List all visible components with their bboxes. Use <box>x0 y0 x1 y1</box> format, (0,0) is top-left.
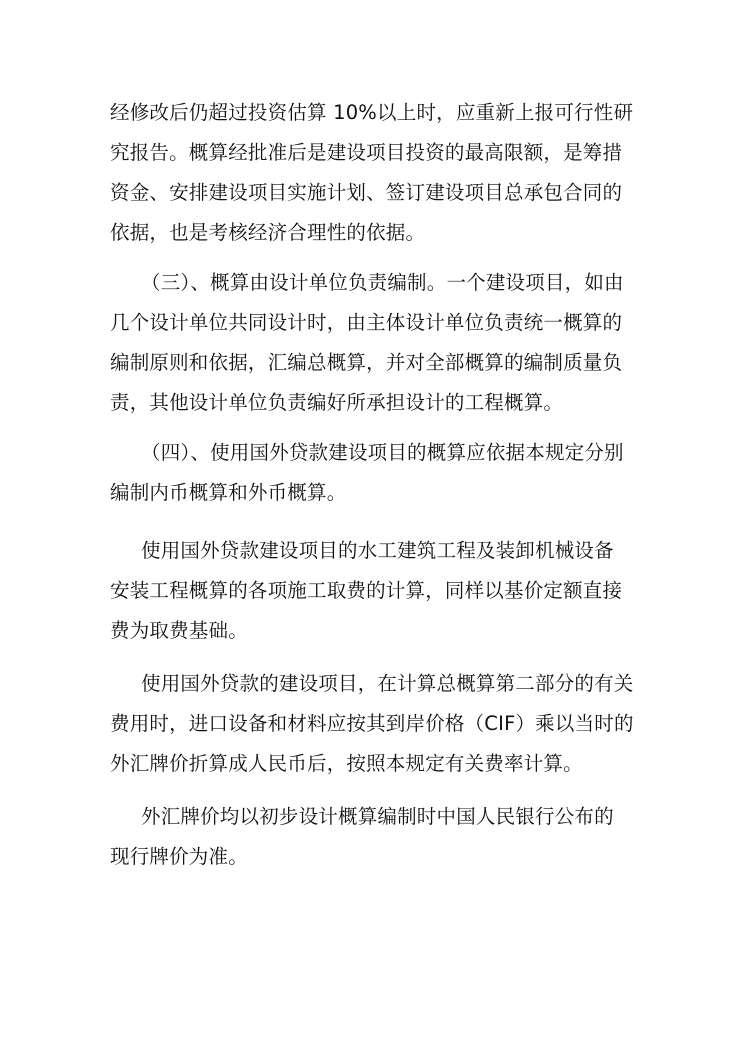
text-line: 费为取费基础。 <box>110 619 248 642</box>
text-line: 编制内币概算和外币概算。 <box>110 481 347 504</box>
text-line: （三）、概算由设计单位负责编制。一个建设项目，如由 <box>141 271 624 294</box>
text-line: 安装工程概算的各项施工取费的计算，同样以基价定额直接 <box>110 579 623 602</box>
text-line: 几个设计单位共同设计时，由主体设计单位负责统一概算的 <box>110 311 623 334</box>
text-line: 外汇牌价折算成人民币后，按照本规定有关费率计算。 <box>110 752 583 775</box>
text-line: 外汇牌价均以初步设计概算编制时中国人民银行公布的 <box>141 805 614 828</box>
text-line: 经修改后仍超过投资估算 10%以上时，应重新上报可行性研 <box>110 101 634 124</box>
text-line: 费用时，进口设备和材料应按其到岸价格（CIF）乘以当时的 <box>110 712 634 735</box>
paragraph-imported-equipment <box>110 664 650 784</box>
text-line: 责，其他设计单位负责编好所承担设计的工程概算。 <box>110 391 564 414</box>
paragraph-section-four <box>110 433 650 513</box>
text-line: 现行牌价为准。 <box>110 845 248 868</box>
text-line: 使用国外贷款建设项目的水工建筑工程及装卸机械设备 <box>141 539 614 562</box>
text-line: 究报告。概算经批准后是建设项目投资的最高限额，是筹措 <box>110 141 623 164</box>
text-line: 编制原则和依据，汇编总概算，并对全部概算的编制质量负 <box>110 351 623 374</box>
text-line: （四）、使用国外贷款建设项目的概算应依据本规定分别 <box>141 441 624 464</box>
text-line: 依据，也是考核经济合理性的依据。 <box>110 221 426 244</box>
paragraph-estimate-limit <box>110 93 650 253</box>
paragraph-foreign-loan-construction <box>110 531 650 651</box>
text-line: 使用国外贷款的建设项目，在计算总概算第二部分的有关 <box>141 672 634 695</box>
paragraph-section-three <box>110 263 650 423</box>
paragraph-exchange-rate <box>110 797 650 877</box>
text-line: 资金、安排建设项目实施计划、签订建设项目总承包合同的 <box>110 181 623 204</box>
